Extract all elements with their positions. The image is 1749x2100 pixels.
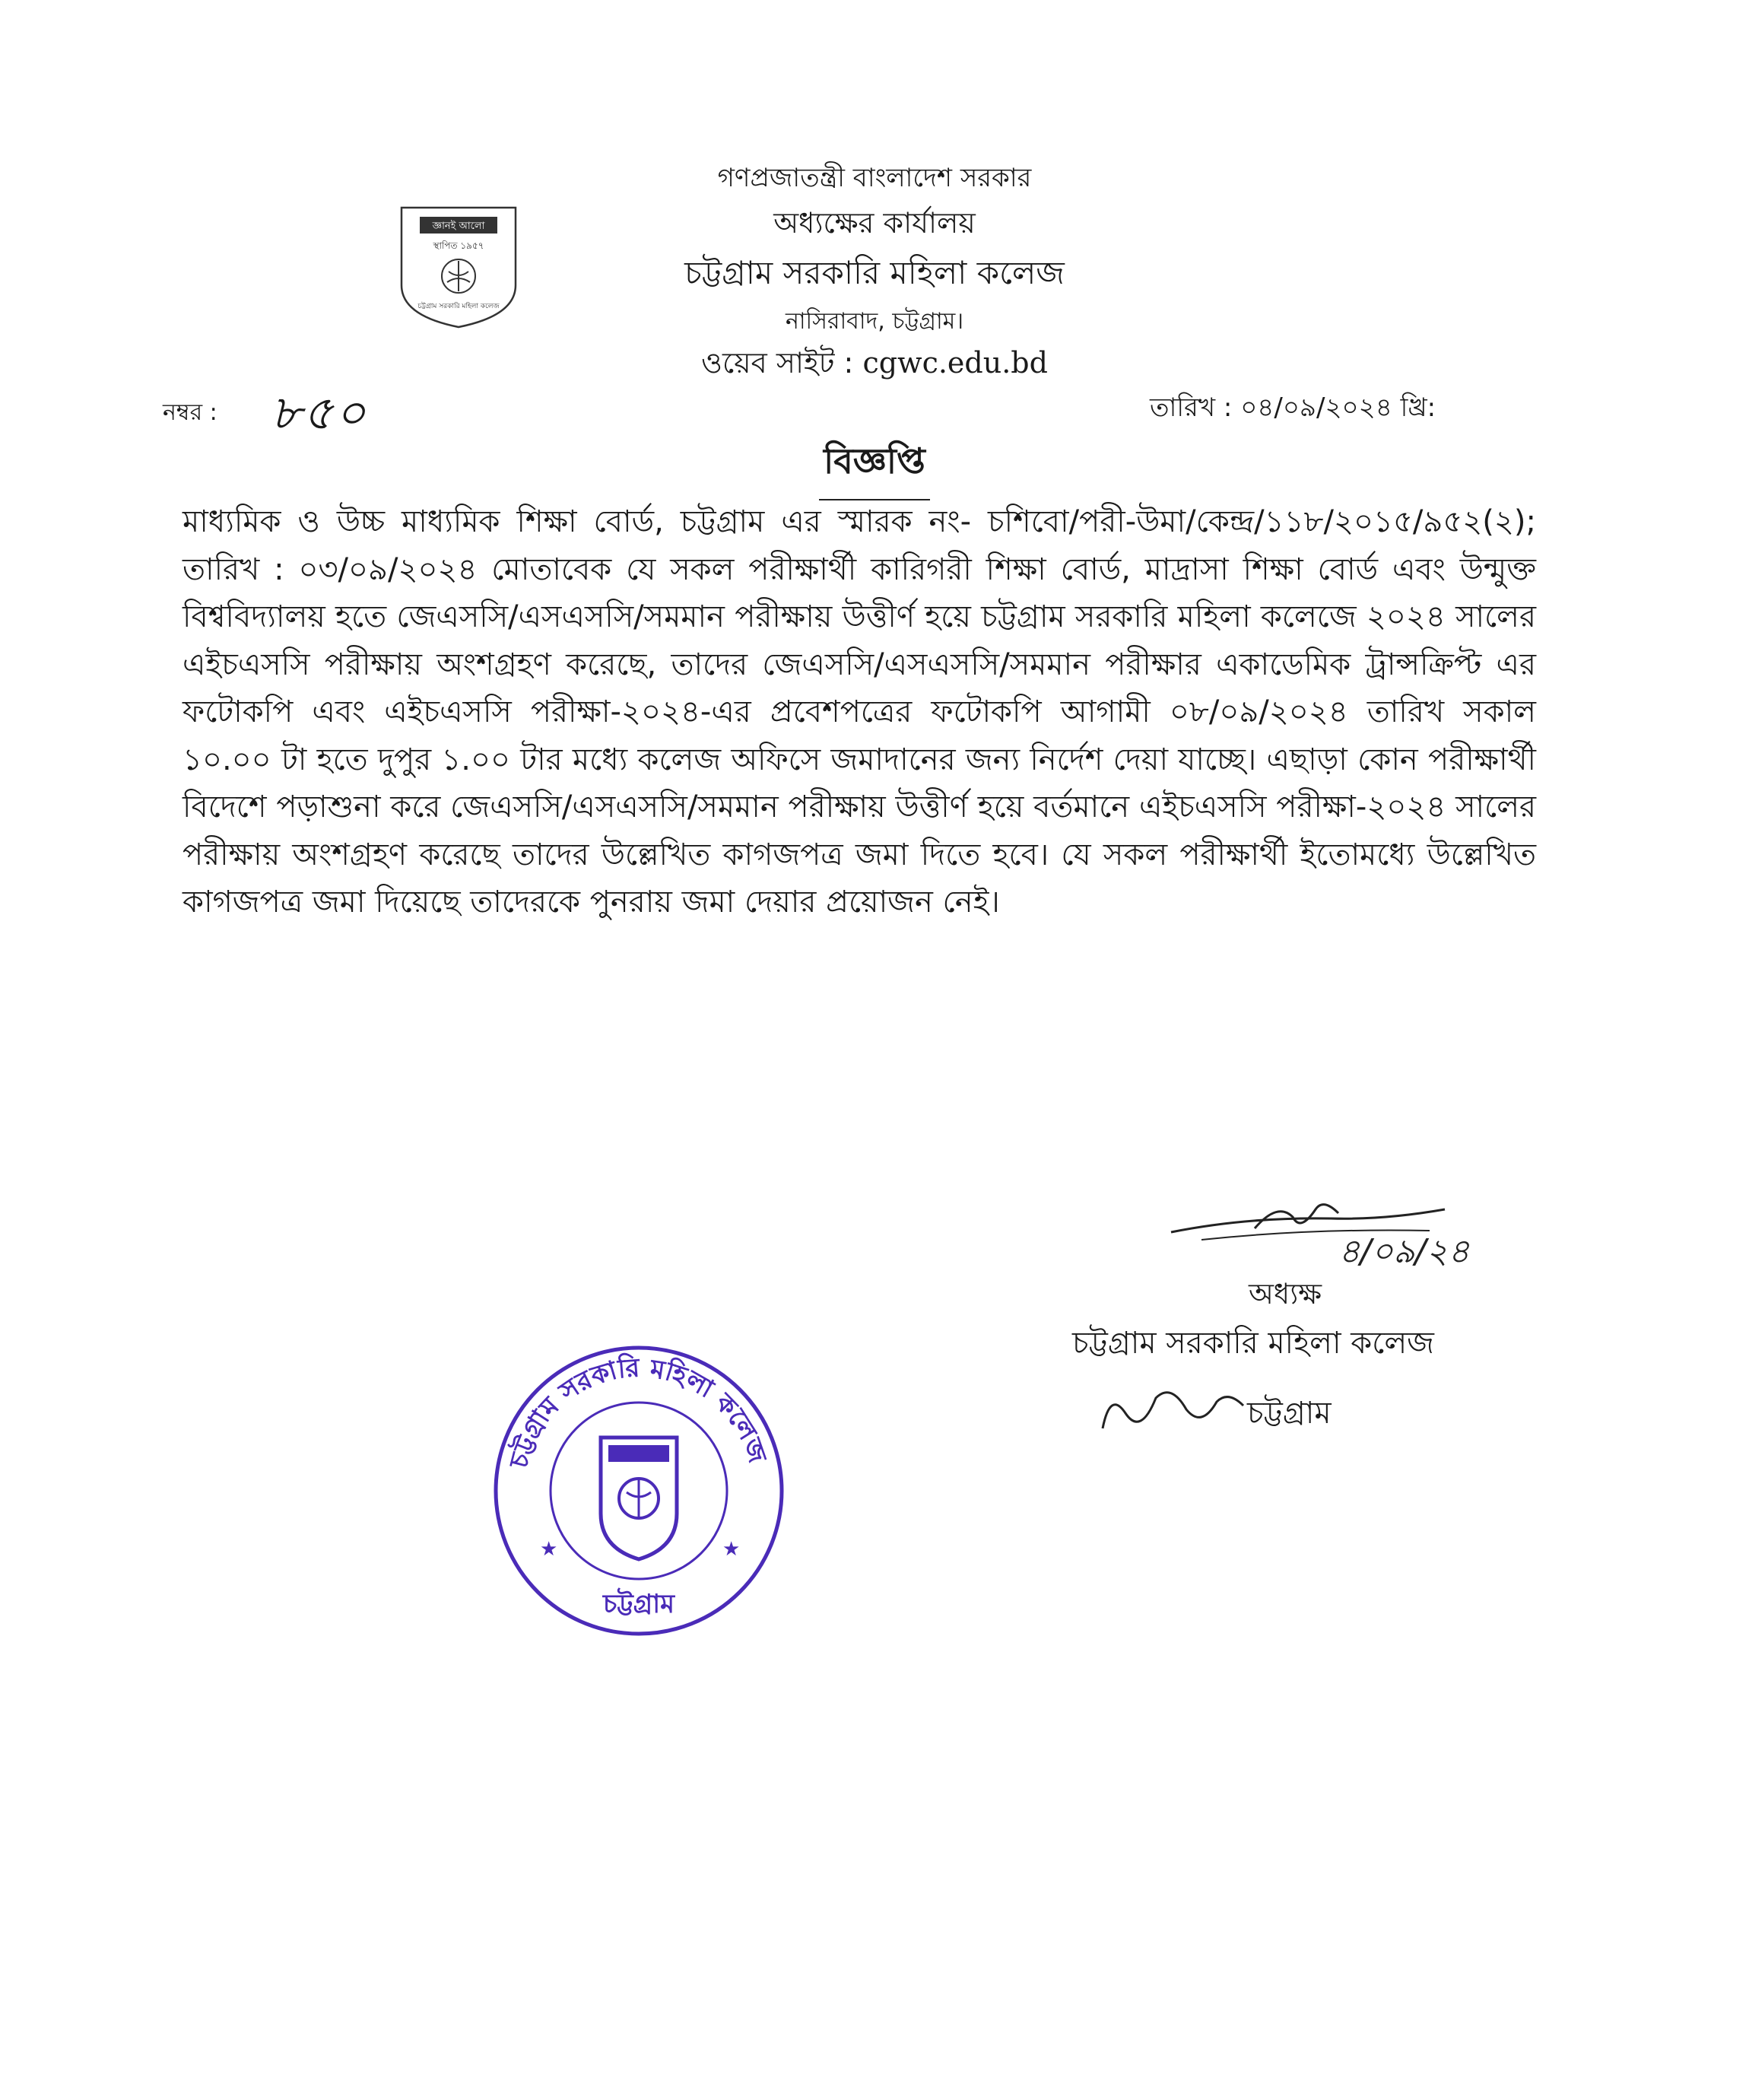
letterhead-college: চট্টগ্রাম সরকারি মহিলা কলেজ bbox=[684, 254, 1065, 291]
logo-bottom-text: চট্টগ্রাম সরকারি মহিলা কলেজ bbox=[417, 303, 500, 310]
issue-date: তারিখ : ০৪/০৯/২০২৪ খ্রি: bbox=[1150, 392, 1436, 423]
signatory-designation: অধ্যক্ষ bbox=[1249, 1277, 1322, 1311]
website-link[interactable]: cgwc.edu.bd bbox=[862, 346, 1048, 380]
handwritten-signature bbox=[1156, 1187, 1521, 1278]
letterhead-government: গণপ্রজাতন্ত্রী বাংলাদেশ সরকার bbox=[717, 163, 1032, 193]
stamp-star-right: ★ bbox=[722, 1538, 741, 1561]
website-label: ওয়েব সাইট : bbox=[701, 346, 863, 380]
reference-number-value: ৮৫০ bbox=[271, 385, 367, 440]
letterhead-website bbox=[0, 341, 1749, 389]
letterhead-office: অধ্যক্ষের কার্যালয় bbox=[773, 206, 976, 240]
signature-date: ৪/০৯/২৪ bbox=[1338, 1232, 1470, 1271]
stamp-star-left: ★ bbox=[540, 1538, 558, 1561]
notice-body: মাধ্যমিক ও উচ্চ মাধ্যমিক শিক্ষা বোর্ড, চট্টগ্রাম এর স্মারক নং- চশিবো/পরী-উমা/কেন্দ্র/১১৮/২০১৫/৯৫২(২); তারিখ : ০৩/০৯/২০২৪ মোতাবেক যে সকল পরীক্ষার্থী কারিগরী শিক্ষা বোর্ড, মাদ্রাসা শিক্ষা বোর্ড এবং উন্মুক্ত বিশ্ববিদ্যালয় হতে জেএসসি/এসএসসি/সমমান পরীক্ষায় উত্তীর্ণ হয়ে চট্টগ্রাম সরকারি মহিলা কলেজে ২০২৪ সালের এইচএসসি পরীক্ষায় অংশগ্রহণ করেছে, তাদের জেএসসি/এসএসসি/সমমান পরীক্ষার একাডেমিক ট্রান্সক্রিপ্ট এর ফটোকপি এবং এইচএসসি পরীক্ষা-২০২৪-এর প্রবেশপত্রের ফটোকপি আগামী ০৮/০৯/২০২৪ তারিখ সকাল ১০.০০ টা হতে দুপুর ১.০০ টার মধ্যে কলেজ অফিসে জমাদানের জন্য নির্দেশ দেয়া যাচ্ছে। এছাড়া কোন পরীক্ষার্থী বিদেশে পড়াশুনা করে জেএসসি/এসএসসি/সমমান পরীক্ষায় উত্তীর্ণ হয়ে বর্তমানে এইচএসসি পরীক্ষা-২০২৪ সালের পরীক্ষায় অংশগ্রহণ করেছে তাদের উল্লেখিত কাগজপত্র জমা দিতে হবে। যে সকল পরীক্ষার্থী ইতোমধ্যে উল্লেখিত কাগজপত্র জমা দিয়েছে তাদেরকে পুনরায় জমা দেয়ার প্রয়োজন নেই। bbox=[183, 504, 1536, 920]
stamp-ring-text: চট্টগ্রাম সরকারি মহিলা কলেজ bbox=[503, 1352, 773, 1472]
logo-established-text: স্থাপিত ১৯৫৭ bbox=[433, 240, 484, 251]
signature-scribble bbox=[1095, 1375, 1247, 1444]
notice-title: বিজ্ঞপ্তি bbox=[819, 435, 930, 500]
official-seal-stamp bbox=[487, 1339, 791, 1643]
reference-number-label: নম্বর : bbox=[163, 399, 217, 426]
notice-title-wrap bbox=[0, 435, 1749, 500]
stamp-bottom-text: চট্টগ্রাম bbox=[603, 1589, 675, 1619]
letterhead-address: নাসিরাবাদ, চট্টগ্রাম। bbox=[785, 308, 964, 335]
signatory-city: চট্টগ্রাম bbox=[1247, 1396, 1332, 1431]
signatory-college: চট্টগ্রাম সরকারি মহিলা কলেজ bbox=[1072, 1326, 1434, 1361]
logo-top-text: জ্ঞানই আলো bbox=[432, 221, 485, 232]
